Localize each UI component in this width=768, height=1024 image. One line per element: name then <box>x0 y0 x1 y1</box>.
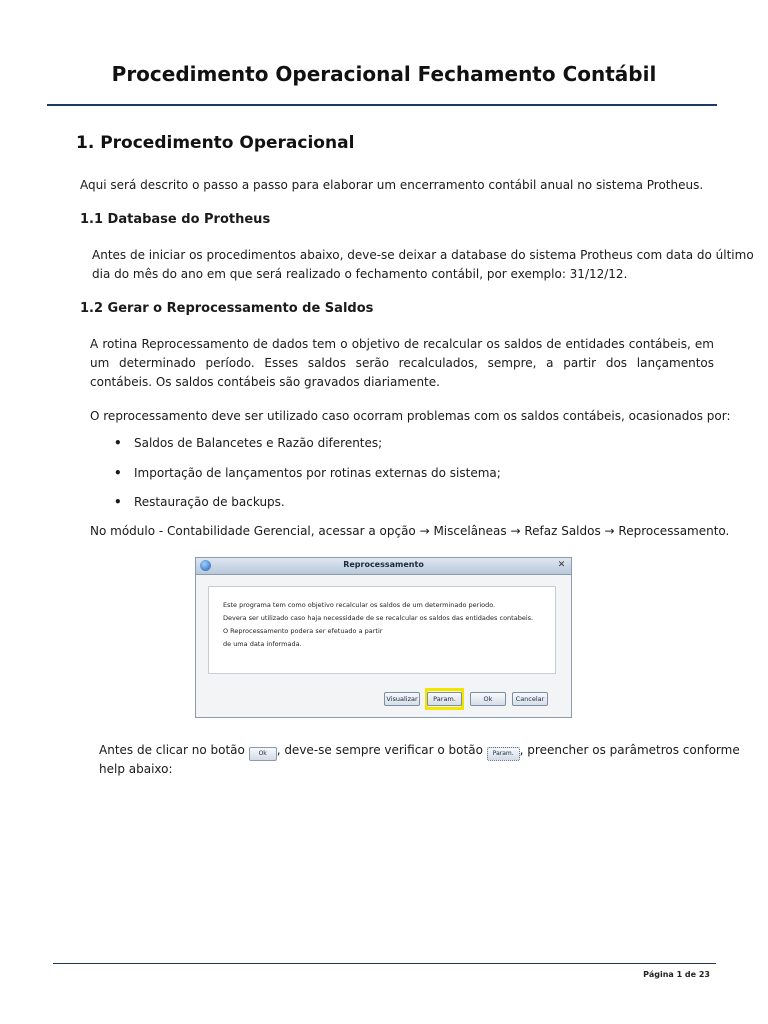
ok-button[interactable]: Ok <box>470 692 506 706</box>
page-title: Procedimento Operacional Fechamento Contábil <box>111 62 657 86</box>
section-heading: 1. Procedimento Operacional <box>76 133 355 153</box>
reprocessamento-paragraph: A rotina Reprocessamento de dados tem o objetivo de recalcular os saldos de entidades contábeis, em um determinado período. Esses saldos serão recalculados, sempre, a partir dos lançamentos contábeis. Os saldos contábeis são gravados diariamente. <box>90 337 714 389</box>
cancelar-button[interactable]: Cancelar <box>512 692 548 706</box>
subsection-heading-database: 1.1 Database do Protheus <box>80 212 271 227</box>
module-path-paragraph: No módulo - Contabilidade Gerencial, acessar a opção → Miscelâneas → Refaz Saldos → Reprocessamento. <box>90 524 730 538</box>
subsection-heading-reprocessamento: 1.2 Gerar o Reprocessamento de Saldos <box>80 301 374 316</box>
inline-param-button: Param. <box>487 747 520 761</box>
instruction-text: , preencher os parâmetros conforme <box>519 743 740 757</box>
dialog-message-line: de uma data informada. <box>223 640 302 648</box>
reprocessamento-dialog-screenshot <box>195 557 572 718</box>
list-item: • Importação de lançamentos por rotinas externas do sistema; <box>114 466 501 480</box>
page-number: Página 1 de 23 <box>643 970 710 979</box>
instruction-text: Antes de clicar no botão <box>99 743 249 757</box>
instruction-text: , deve-se sempre verificar o botão <box>276 743 487 757</box>
list-item: • Restauração de backups. <box>114 495 285 509</box>
dialog-message-line: O Reprocessamento podera ser efetuado a partir <box>223 627 383 635</box>
intro-paragraph: Aqui será descrito o passo a passo para elaborar um encerramento contábil anual no sistema Protheus. <box>80 178 704 192</box>
dialog-title: Reprocessamento <box>343 560 424 569</box>
dialog-message-line: Este programa tem como objetivo recalcular os saldos de um determinado periodo. <box>223 601 496 609</box>
reprocessamento-causes-paragraph: O reprocessamento deve ser utilizado caso ocorram problemas com os saldos contábeis, ocasionados por: <box>90 409 731 423</box>
visualizar-button[interactable]: Visualizar <box>384 692 420 706</box>
title-divider <box>47 104 717 106</box>
footer-divider <box>53 963 716 964</box>
dialog-message-line: Devera ser utilizado caso haja necessidade de se recalcular os saldos das entidades contabeis. <box>223 614 534 622</box>
list-item: • Saldos de Balancetes e Razão diferentes; <box>114 436 383 450</box>
list-item-text: Restauração de backups. <box>134 495 285 509</box>
database-paragraph-line2: dia do mês do ano em que será realizado o fechamento contábil, por exemplo: 31/12/12. <box>92 267 628 281</box>
instruction-paragraph <box>99 741 740 761</box>
list-item-text: Saldos de Balancetes e Razão diferentes; <box>134 436 383 450</box>
dialog-message-panel <box>208 586 556 674</box>
close-icon[interactable]: ✕ <box>557 560 566 570</box>
database-paragraph-line1: Antes de iniciar os procedimentos abaixo, deve-se deixar a database do sistema Protheus com data do último <box>92 248 754 262</box>
dialog-titlebar <box>196 558 571 575</box>
inline-ok-button: Ok <box>249 747 277 761</box>
param-button[interactable]: Param. <box>427 692 462 706</box>
instruction-paragraph-line2: help abaixo: <box>99 762 173 776</box>
list-item-text: Importação de lançamentos por rotinas externas do sistema; <box>134 466 501 480</box>
